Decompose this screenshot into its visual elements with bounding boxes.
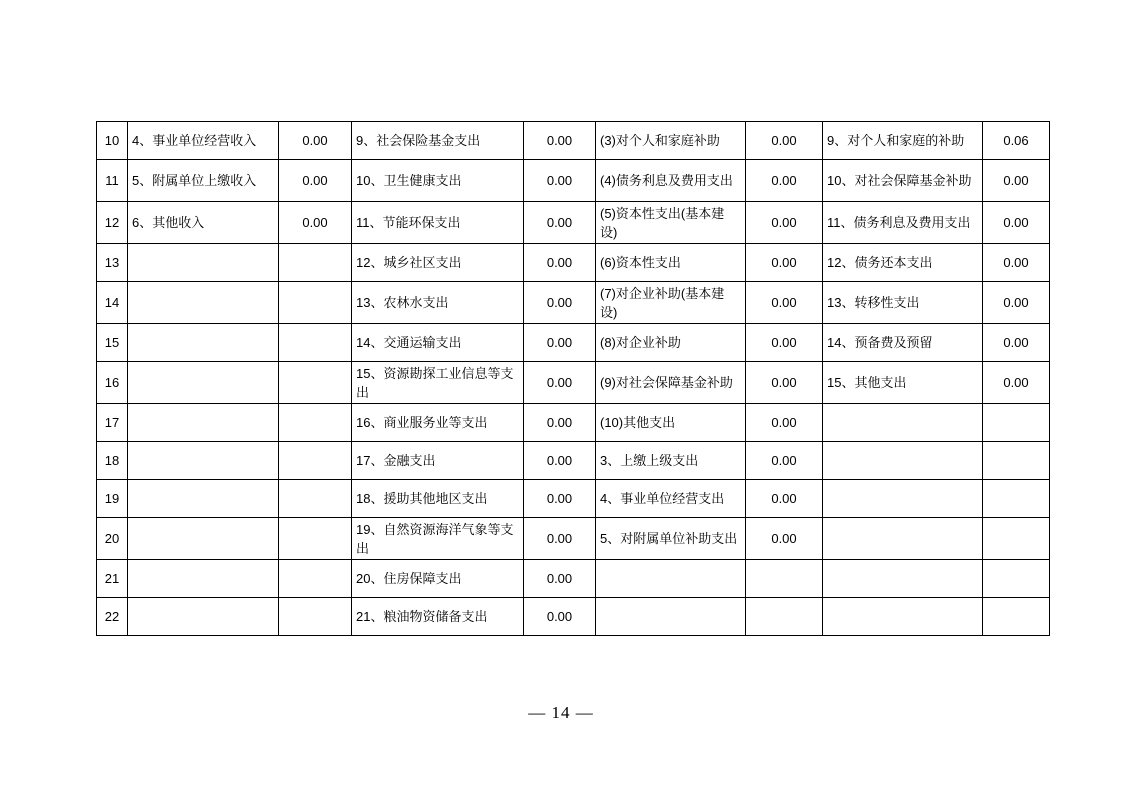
expense-function-item-cell: 11、节能环保支出 [352, 202, 524, 244]
row-number-cell: 15 [97, 324, 128, 362]
row-number-cell: 20 [97, 518, 128, 560]
income-amount-cell [279, 282, 352, 324]
income-item-cell [128, 518, 279, 560]
government-economic-amount-cell [983, 518, 1050, 560]
income-amount-cell [279, 560, 352, 598]
table-body [97, 122, 1050, 636]
government-economic-amount-cell: 0.00 [983, 202, 1050, 244]
row-number-cell: 22 [97, 598, 128, 636]
expense-economic-item-cell: (6)资本性支出 [596, 244, 746, 282]
expense-economic-item-cell: 5、对附属单位补助支出 [596, 518, 746, 560]
income-item-cell [128, 362, 279, 404]
income-item-cell [128, 442, 279, 480]
expense-economic-item-cell: (7)对企业补助(基本建设) [596, 282, 746, 324]
budget-table [96, 121, 1050, 636]
expense-economic-item-cell: 3、上缴上级支出 [596, 442, 746, 480]
expense-economic-amount-cell [746, 598, 823, 636]
expense-economic-item-cell: (8)对企业补助 [596, 324, 746, 362]
income-item-cell [128, 324, 279, 362]
expense-economic-amount-cell: 0.00 [746, 324, 823, 362]
page-number: — 14 — [528, 703, 594, 722]
expense-function-amount-cell: 0.00 [524, 122, 596, 160]
income-amount-cell: 0.00 [279, 160, 352, 202]
income-amount-cell [279, 324, 352, 362]
income-item-cell: 6、其他收入 [128, 202, 279, 244]
expense-economic-amount-cell: 0.00 [746, 518, 823, 560]
expense-economic-amount-cell: 0.00 [746, 122, 823, 160]
expense-economic-amount-cell: 0.00 [746, 282, 823, 324]
expense-function-item-cell: 16、商业服务业等支出 [352, 404, 524, 442]
expense-function-amount-cell: 0.00 [524, 202, 596, 244]
government-economic-item-cell [823, 442, 983, 480]
income-amount-cell [279, 442, 352, 480]
expense-economic-amount-cell: 0.00 [746, 404, 823, 442]
income-amount-cell [279, 362, 352, 404]
government-economic-amount-cell: 0.00 [983, 160, 1050, 202]
government-economic-item-cell: 13、转移性支出 [823, 282, 983, 324]
table-row [97, 598, 1050, 636]
table-row [97, 480, 1050, 518]
income-item-cell [128, 480, 279, 518]
government-economic-item-cell [823, 560, 983, 598]
income-item-cell [128, 244, 279, 282]
expense-function-item-cell: 14、交通运输支出 [352, 324, 524, 362]
row-number-cell: 21 [97, 560, 128, 598]
income-amount-cell [279, 518, 352, 560]
expense-economic-item-cell [596, 560, 746, 598]
government-economic-item-cell: 10、对社会保障基金补助 [823, 160, 983, 202]
row-number-cell: 10 [97, 122, 128, 160]
income-amount-cell: 0.00 [279, 202, 352, 244]
government-economic-amount-cell: 0.00 [983, 324, 1050, 362]
row-number-cell: 19 [97, 480, 128, 518]
expense-function-amount-cell: 0.00 [524, 282, 596, 324]
expense-function-amount-cell: 0.00 [524, 362, 596, 404]
expense-economic-item-cell: (9)对社会保障基金补助 [596, 362, 746, 404]
row-number-cell: 14 [97, 282, 128, 324]
expense-function-amount-cell: 0.00 [524, 518, 596, 560]
table-row [97, 404, 1050, 442]
expense-function-amount-cell: 0.00 [524, 160, 596, 202]
expense-function-amount-cell: 0.00 [524, 244, 596, 282]
government-economic-item-cell: 9、对个人和家庭的补助 [823, 122, 983, 160]
expense-function-amount-cell: 0.00 [524, 442, 596, 480]
expense-function-item-cell: 10、卫生健康支出 [352, 160, 524, 202]
expense-economic-amount-cell: 0.00 [746, 362, 823, 404]
expense-function-amount-cell: 0.00 [524, 324, 596, 362]
expense-economic-amount-cell: 0.00 [746, 480, 823, 518]
government-economic-amount-cell: 0.00 [983, 244, 1050, 282]
income-amount-cell [279, 244, 352, 282]
income-item-cell [128, 598, 279, 636]
expense-function-item-cell: 21、粮油物资储备支出 [352, 598, 524, 636]
expense-function-amount-cell: 0.00 [524, 404, 596, 442]
government-economic-item-cell: 15、其他支出 [823, 362, 983, 404]
income-amount-cell [279, 404, 352, 442]
government-economic-amount-cell [983, 404, 1050, 442]
government-economic-amount-cell: 0.06 [983, 122, 1050, 160]
expense-function-item-cell: 19、自然资源海洋气象等支出 [352, 518, 524, 560]
expense-function-item-cell: 9、社会保险基金支出 [352, 122, 524, 160]
table-row [97, 244, 1050, 282]
table-row [97, 160, 1050, 202]
expense-function-item-cell: 12、城乡社区支出 [352, 244, 524, 282]
government-economic-amount-cell [983, 598, 1050, 636]
table-row [97, 362, 1050, 404]
table-row [97, 518, 1050, 560]
government-economic-item-cell: 11、债务利息及费用支出 [823, 202, 983, 244]
government-economic-amount-cell [983, 442, 1050, 480]
government-economic-amount-cell: 0.00 [983, 362, 1050, 404]
expense-function-item-cell: 18、援助其他地区支出 [352, 480, 524, 518]
table-row [97, 442, 1050, 480]
expense-economic-amount-cell: 0.00 [746, 202, 823, 244]
expense-function-amount-cell: 0.00 [524, 560, 596, 598]
expense-function-amount-cell: 0.00 [524, 598, 596, 636]
income-item-cell [128, 282, 279, 324]
government-economic-item-cell: 12、债务还本支出 [823, 244, 983, 282]
row-number-cell: 13 [97, 244, 128, 282]
government-economic-item-cell [823, 598, 983, 636]
row-number-cell: 11 [97, 160, 128, 202]
expense-economic-item-cell: 4、事业单位经营支出 [596, 480, 746, 518]
expense-function-item-cell: 15、资源勘探工业信息等支出 [352, 362, 524, 404]
government-economic-item-cell: 14、预备费及预留 [823, 324, 983, 362]
government-economic-item-cell [823, 480, 983, 518]
income-item-cell [128, 404, 279, 442]
government-economic-item-cell [823, 518, 983, 560]
expense-function-item-cell: 20、住房保障支出 [352, 560, 524, 598]
income-amount-cell [279, 480, 352, 518]
government-economic-item-cell [823, 404, 983, 442]
government-economic-amount-cell [983, 480, 1050, 518]
row-number-cell: 16 [97, 362, 128, 404]
expense-economic-item-cell: (10)其他支出 [596, 404, 746, 442]
row-number-cell: 17 [97, 404, 128, 442]
table-row [97, 122, 1050, 160]
income-item-cell [128, 560, 279, 598]
expense-economic-amount-cell [746, 560, 823, 598]
income-amount-cell [279, 598, 352, 636]
expense-economic-amount-cell: 0.00 [746, 160, 823, 202]
expense-economic-amount-cell: 0.00 [746, 442, 823, 480]
expense-economic-item-cell: (4)债务利息及费用支出 [596, 160, 746, 202]
expense-economic-item-cell: (3)对个人和家庭补助 [596, 122, 746, 160]
expense-economic-item-cell [596, 598, 746, 636]
table-row [97, 324, 1050, 362]
income-item-cell: 5、附属单位上缴收入 [128, 160, 279, 202]
expense-function-item-cell: 17、金融支出 [352, 442, 524, 480]
income-item-cell: 4、事业单位经营收入 [128, 122, 279, 160]
table-row [97, 560, 1050, 598]
table-row [97, 202, 1050, 244]
expense-function-item-cell: 13、农林水支出 [352, 282, 524, 324]
government-economic-amount-cell [983, 560, 1050, 598]
income-amount-cell: 0.00 [279, 122, 352, 160]
expense-economic-amount-cell: 0.00 [746, 244, 823, 282]
row-number-cell: 12 [97, 202, 128, 244]
expense-function-amount-cell: 0.00 [524, 480, 596, 518]
government-economic-amount-cell: 0.00 [983, 282, 1050, 324]
row-number-cell: 18 [97, 442, 128, 480]
table-row [97, 282, 1050, 324]
expense-economic-item-cell: (5)资本性支出(基本建设) [596, 202, 746, 244]
